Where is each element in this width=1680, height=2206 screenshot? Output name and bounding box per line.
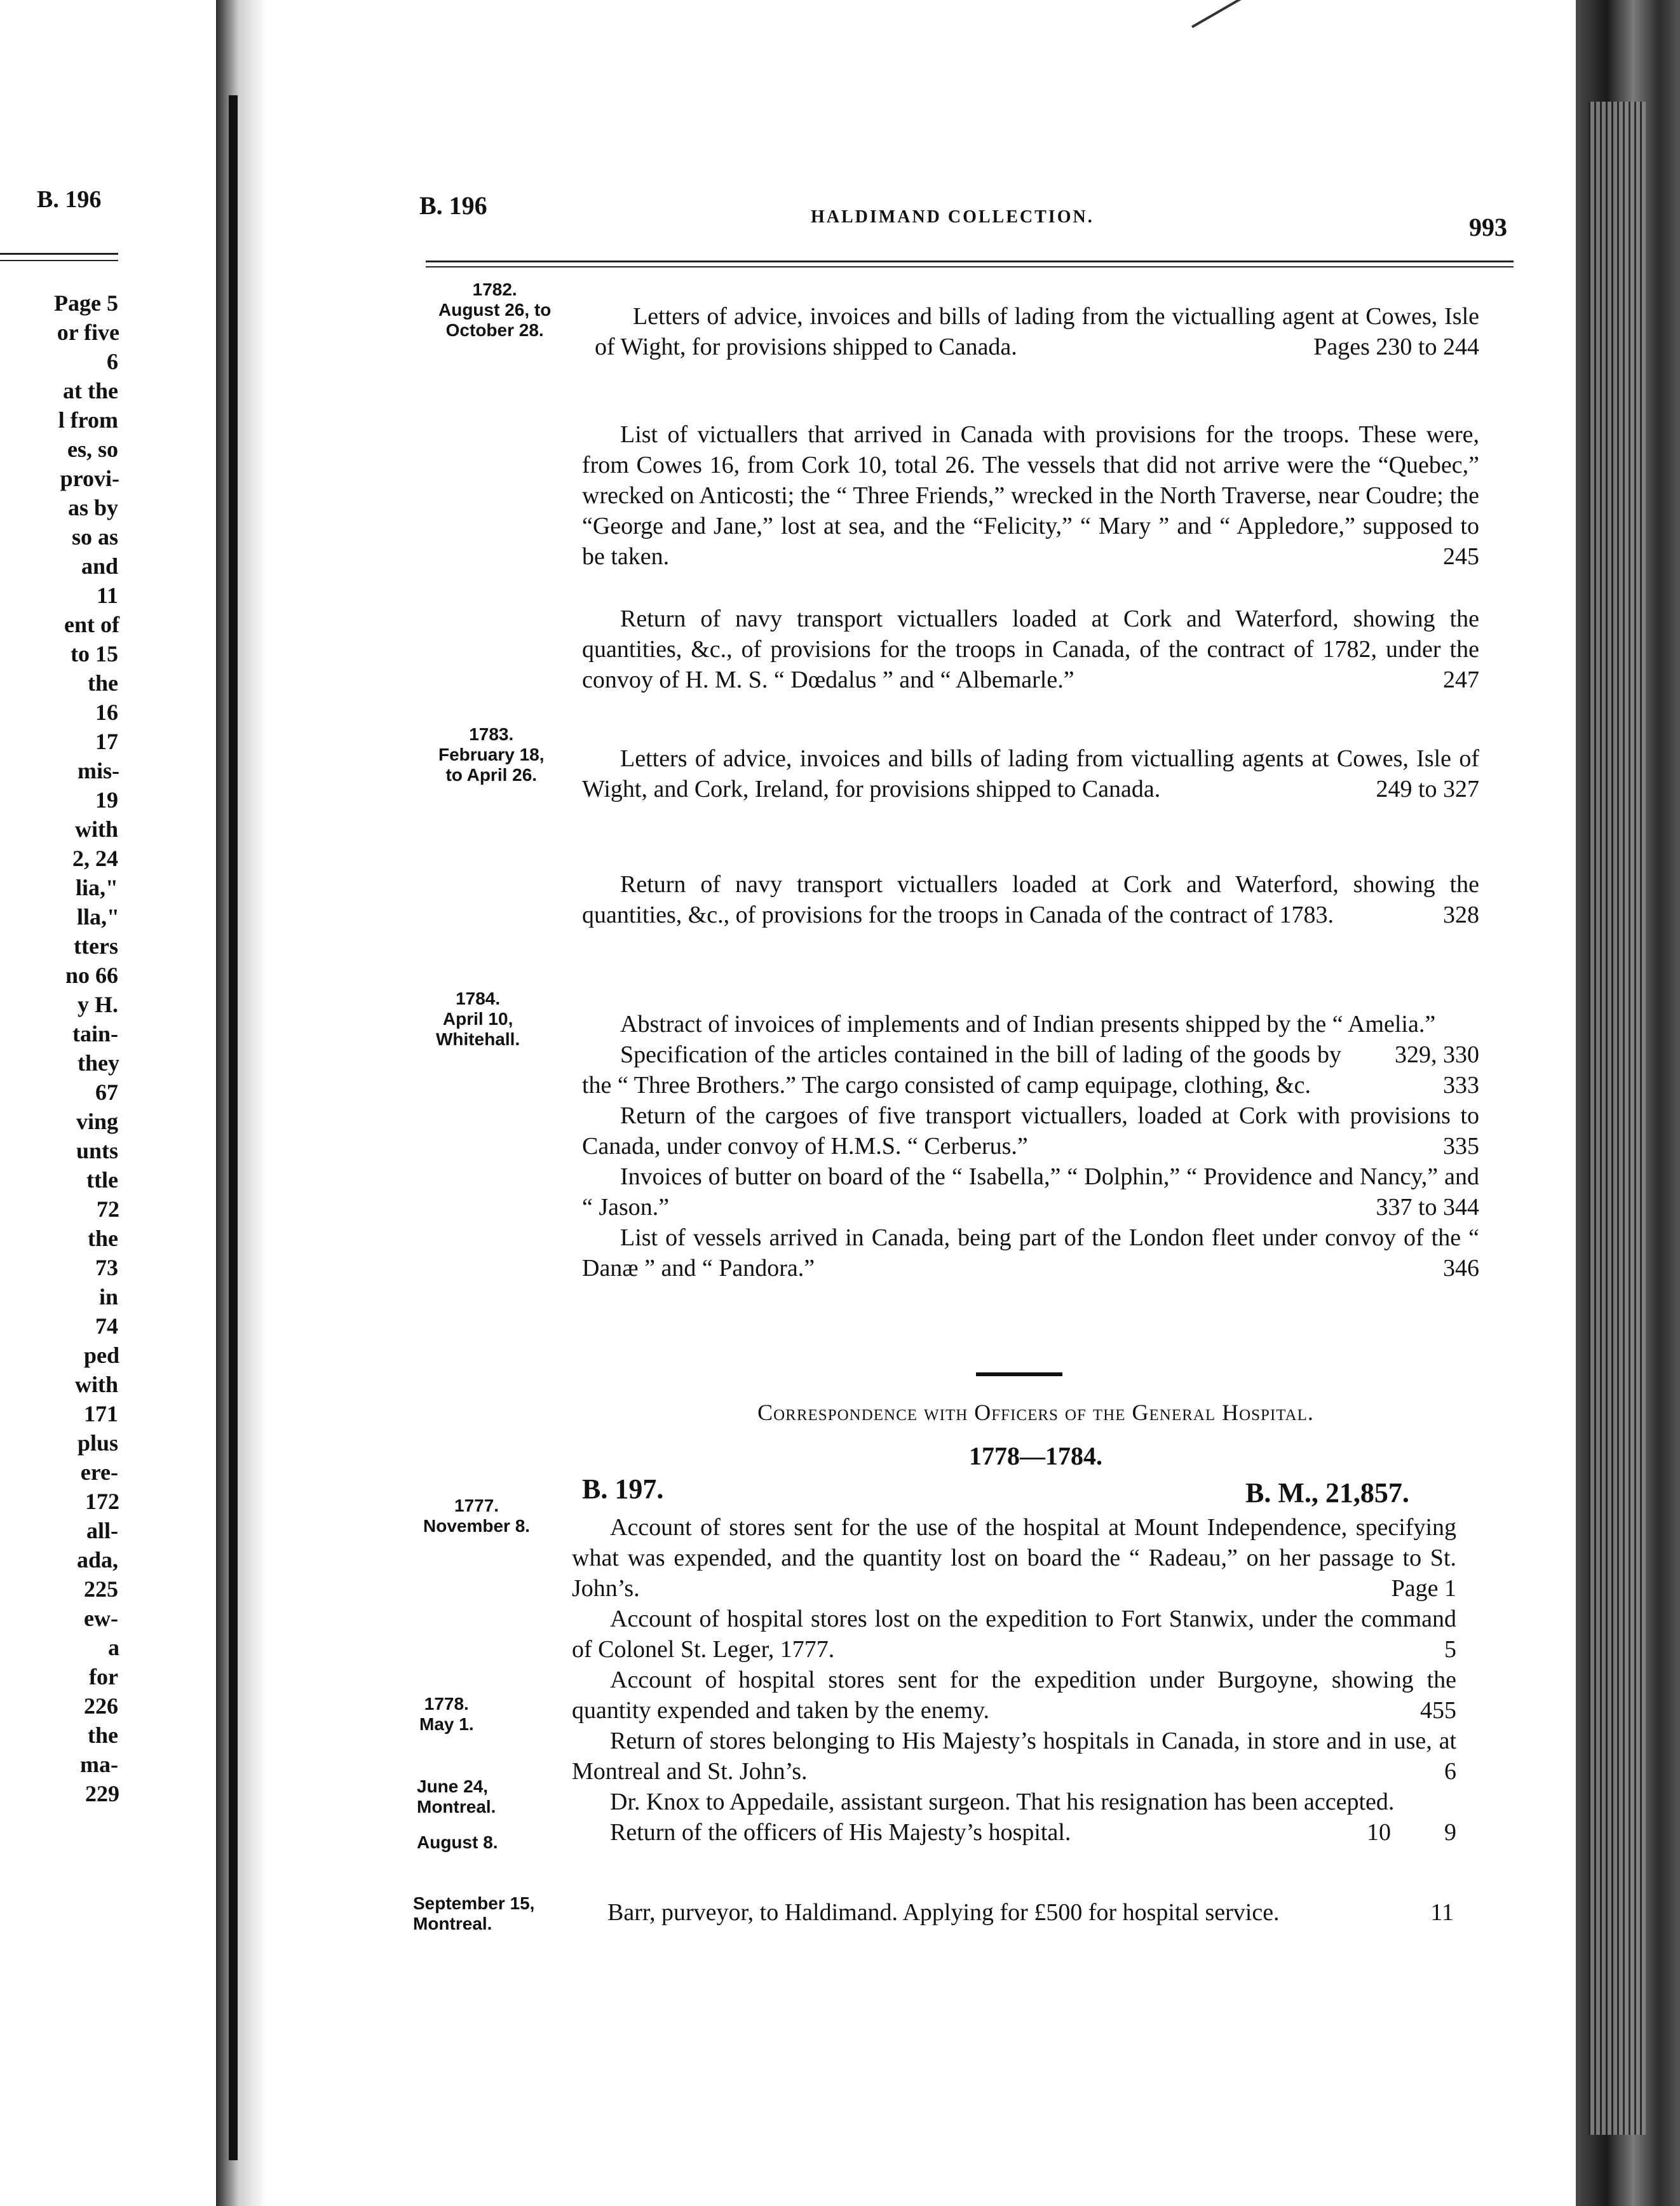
facing-page-line: so as bbox=[71, 524, 118, 550]
date-line: Montreal. bbox=[417, 1797, 496, 1817]
date-line: Whitehall. bbox=[436, 1029, 520, 1049]
facing-page-line: ent of bbox=[64, 612, 119, 637]
facing-page-line: 67 bbox=[95, 1079, 118, 1105]
section-divider bbox=[976, 1372, 1062, 1376]
date-line: Montreal. bbox=[413, 1914, 492, 1933]
facing-page-line: with bbox=[74, 816, 118, 842]
facing-page-line: all- bbox=[86, 1518, 118, 1543]
page-reference: 9 bbox=[1444, 1819, 1456, 1846]
calendar-entry bbox=[582, 604, 1479, 695]
facing-page-line: with bbox=[74, 1372, 118, 1397]
date-year: 1782. bbox=[472, 280, 517, 299]
facing-page-line: provi- bbox=[60, 466, 119, 491]
page-reference: 333 bbox=[1443, 1072, 1479, 1099]
entry-date bbox=[423, 1496, 530, 1536]
page-reference: 455 bbox=[1420, 1697, 1456, 1724]
date-line: September 15, bbox=[413, 1893, 535, 1913]
entry-date bbox=[438, 724, 545, 785]
facing-page-line: ew- bbox=[84, 1606, 118, 1631]
facing-page-line: ttle bbox=[86, 1167, 118, 1193]
entry-date bbox=[413, 1893, 534, 1934]
date-line: August 26, to bbox=[438, 300, 552, 320]
calendar-entry bbox=[582, 743, 1479, 804]
facing-page-line: 74 bbox=[95, 1313, 118, 1339]
facing-page-line: 229 bbox=[85, 1781, 119, 1806]
facing-page-line: as by bbox=[67, 495, 118, 520]
entry-text: Return of the officers of His Majesty’s hospital. bbox=[610, 1819, 1071, 1846]
entry-text: Return of navy transport victuallers loaded at Cork and Waterford, showing the quantities, &c., of provisions for the troops in Canada of the contract of 1783. bbox=[582, 871, 1479, 928]
date-year: 1777. bbox=[454, 1496, 499, 1515]
facing-page-line: 19 bbox=[95, 787, 118, 813]
facing-page-line: at the bbox=[63, 378, 118, 403]
page-reference: 6 bbox=[1444, 1758, 1456, 1785]
page-reference: 247 bbox=[1443, 667, 1479, 693]
date-line: to April 26. bbox=[445, 765, 538, 785]
section-title: Correspondence with Officers of the General Hospital. bbox=[757, 1400, 1314, 1425]
facing-page-line: for bbox=[89, 1664, 118, 1689]
british-museum-reference: B. M., 21,857. bbox=[1245, 1477, 1409, 1508]
section-years: 1778—1784. bbox=[969, 1442, 1102, 1470]
date-year: 1783. bbox=[469, 724, 514, 744]
facing-page-line: es, so bbox=[67, 436, 118, 462]
facing-page-line: they bbox=[78, 1050, 119, 1076]
entry-text: Barr, purveyor, to Haldimand. Applying for £500 for hospital service. bbox=[607, 1899, 1280, 1926]
facing-page-line: 2, 24 bbox=[72, 846, 118, 871]
facing-page-rule bbox=[0, 253, 118, 261]
facing-page-line: tain- bbox=[72, 1021, 118, 1046]
running-header-volume: B. 196 bbox=[419, 191, 487, 220]
calendar-entry bbox=[582, 419, 1479, 572]
calendar-entry bbox=[569, 1897, 1454, 1928]
entry-text: Return of stores belonging to His Majesty’s hospitals in Canada, in store and in use, at Montreal and St. John’s. bbox=[572, 1728, 1456, 1785]
entry-text: Return of navy transport victuallers loaded at Cork and Waterford, showing the quantities, &c., of provisions for the troops in Canada, of the contract of 1782, under the convoy of H. M. S. “ Dœdalus ” and “ Albemarle.” bbox=[582, 606, 1479, 693]
facing-page-line: the bbox=[88, 670, 118, 696]
facing-page-line: lla," bbox=[77, 904, 119, 930]
facing-page-line: and bbox=[81, 553, 118, 579]
page-reference: 335 bbox=[1443, 1133, 1479, 1160]
entry-text: List of vessels arrived in Canada, being part of the London fleet under convoy of the “ Danæ ” and “ Pandora.” bbox=[582, 1224, 1479, 1282]
page-stack-lines bbox=[1589, 102, 1646, 2135]
page-reference: 346 bbox=[1443, 1255, 1479, 1282]
facing-page-line: 11 bbox=[96, 583, 118, 608]
calendar-entry bbox=[595, 301, 1479, 362]
facing-page-line: l from bbox=[58, 407, 118, 433]
facing-page-line: ere- bbox=[80, 1459, 118, 1485]
date-year: 1784. bbox=[456, 989, 501, 1008]
facing-page-line: the bbox=[88, 1226, 118, 1251]
page-reference: 329, 330 bbox=[1395, 1041, 1479, 1068]
page-reference: 10 bbox=[1367, 1819, 1391, 1846]
entry-text: Return of the cargoes of five transport victuallers, loaded at Cork with provisions to Canada, under convoy of H.M.S. “ Cerberus.” bbox=[582, 1102, 1479, 1160]
entry-date bbox=[438, 280, 551, 341]
page-edge-left bbox=[229, 95, 238, 2160]
facing-page-line: 172 bbox=[85, 1489, 119, 1514]
facing-page-line: in bbox=[98, 1284, 118, 1309]
facing-page-line: 171 bbox=[84, 1401, 118, 1426]
page-reference: Pages 230 to 244 bbox=[1313, 334, 1479, 360]
hospital-entries bbox=[572, 1512, 1456, 1848]
facing-page-line: ped bbox=[83, 1343, 119, 1368]
entry-date bbox=[419, 1694, 474, 1735]
facing-page-line: or five bbox=[57, 320, 119, 345]
facing-page-line: unts bbox=[76, 1138, 118, 1163]
date-line: June 24, bbox=[417, 1776, 489, 1796]
page-reference: 337 to 344 bbox=[1376, 1194, 1479, 1221]
facing-page-line: tters bbox=[74, 933, 118, 959]
facing-page-line: 225 bbox=[84, 1576, 118, 1602]
entry-text: Specification of the articles contained in the bill of lading of the goods by the “ Three Brothers.” The cargo consisted of camp equipage, clothing, &c. bbox=[582, 1041, 1341, 1099]
entry-text: Account of hospital stores sent for the expedition under Burgoyne, showing the quantity expended and taken by the enemy. bbox=[572, 1667, 1456, 1724]
date-line: November 8. bbox=[423, 1516, 531, 1536]
date-line: August 8. bbox=[417, 1832, 498, 1852]
entry-text: Dr. Knox to Appedaile, assistant surgeon. That his resignation has been accepted. bbox=[610, 1789, 1395, 1815]
date-line: October 28. bbox=[445, 320, 544, 340]
page-reference: 249 to 327 bbox=[1376, 776, 1479, 802]
page-reference: Page 1 bbox=[1391, 1575, 1456, 1602]
facing-page-header: B. 196 bbox=[37, 186, 102, 213]
facing-page-line: y H. bbox=[77, 992, 118, 1017]
page-reference: 5 bbox=[1444, 1636, 1456, 1663]
running-header-title: HALDIMAND COLLECTION. bbox=[811, 207, 1094, 227]
book-gutter bbox=[216, 0, 267, 2206]
entry-text: Account of hospital stores lost on the expedition to Fort Stanwix, under the command of Colonel St. Leger, 1777. bbox=[572, 1606, 1456, 1663]
facing-page-line: ma- bbox=[80, 1752, 118, 1777]
entry-text: Letters of advice, invoices and bills of lading from the victualling agent at Cowes, Isle of Wight, for provisions shipped to Canada. bbox=[595, 303, 1479, 360]
facing-page-line: 16 bbox=[95, 700, 118, 725]
date-line: May 1. bbox=[419, 1714, 474, 1734]
date-line: February 18, bbox=[438, 745, 545, 764]
header-rule bbox=[426, 261, 1514, 267]
facing-page-line: a bbox=[108, 1635, 119, 1660]
entry-date bbox=[417, 1832, 498, 1853]
page-reference: 11 bbox=[1430, 1899, 1454, 1926]
entry-text: Abstract of invoices of implements and of Indian presents shipped by the “ Amelia.” bbox=[620, 1011, 1436, 1038]
page-number: 993 bbox=[1469, 213, 1507, 241]
facing-page-line: mis- bbox=[78, 758, 119, 783]
facing-page-line: ada, bbox=[76, 1547, 118, 1573]
facing-page-line: 6 bbox=[107, 349, 118, 374]
facing-page-line: to 15 bbox=[71, 641, 118, 667]
entry-text: Invoices of butter on board of the “ Isabella,” “ Dolphin,” “ Providence and Nancy,” and “ Jason.” bbox=[582, 1163, 1479, 1221]
facing-page-line: no 66 bbox=[65, 963, 118, 988]
date-line: April 10, bbox=[442, 1009, 513, 1029]
calendar-entry bbox=[582, 1009, 1479, 1283]
facing-page-line: 73 bbox=[95, 1255, 118, 1280]
facing-page-line: ving bbox=[76, 1109, 118, 1134]
entry-date bbox=[417, 1776, 496, 1817]
calendar-entry bbox=[582, 869, 1479, 930]
entry-date bbox=[436, 989, 520, 1050]
date-year: 1778. bbox=[424, 1694, 469, 1714]
facing-page-line: the bbox=[88, 1722, 118, 1748]
facing-page-line: Page 5 bbox=[54, 290, 118, 316]
entry-text: Letters of advice, invoices and bills of lading from victualling agents at Cowes, Isle of Wight, and Cork, Ireland, for provisions shipped to Canada. bbox=[582, 745, 1479, 802]
facing-page-line: 72 bbox=[97, 1196, 119, 1222]
page-reference: 245 bbox=[1443, 543, 1479, 570]
facing-page-line: 226 bbox=[84, 1693, 118, 1719]
facing-page-line: lia," bbox=[76, 875, 118, 900]
page-reference: 328 bbox=[1443, 902, 1479, 928]
entry-text: List of victuallers that arrived in Canada with provisions for the troops. These were, from Cowes 16, from Cork 10, total 26. The vessels that did not arrive were the “Quebec,” wrecked on Anticosti; the “ Three Friends,” wrecked in the North Traverse, near Coudre; the “George and Jane,” lost at sea, and the “Felicity,” “ Mary ” and “ Appledore,” supposed to be taken. bbox=[582, 421, 1479, 570]
volume-reference: B. 197. bbox=[582, 1473, 664, 1505]
facing-page-line: 17 bbox=[95, 729, 118, 754]
facing-page-line: plus bbox=[77, 1430, 118, 1456]
scan-mark bbox=[1191, 0, 1242, 28]
entry-text: Account of stores sent for the use of the hospital at Mount Independence, specifying what was expended, and the quantity lost on board the “ Radeau,” on her passage to St. John’s. bbox=[572, 1514, 1456, 1602]
